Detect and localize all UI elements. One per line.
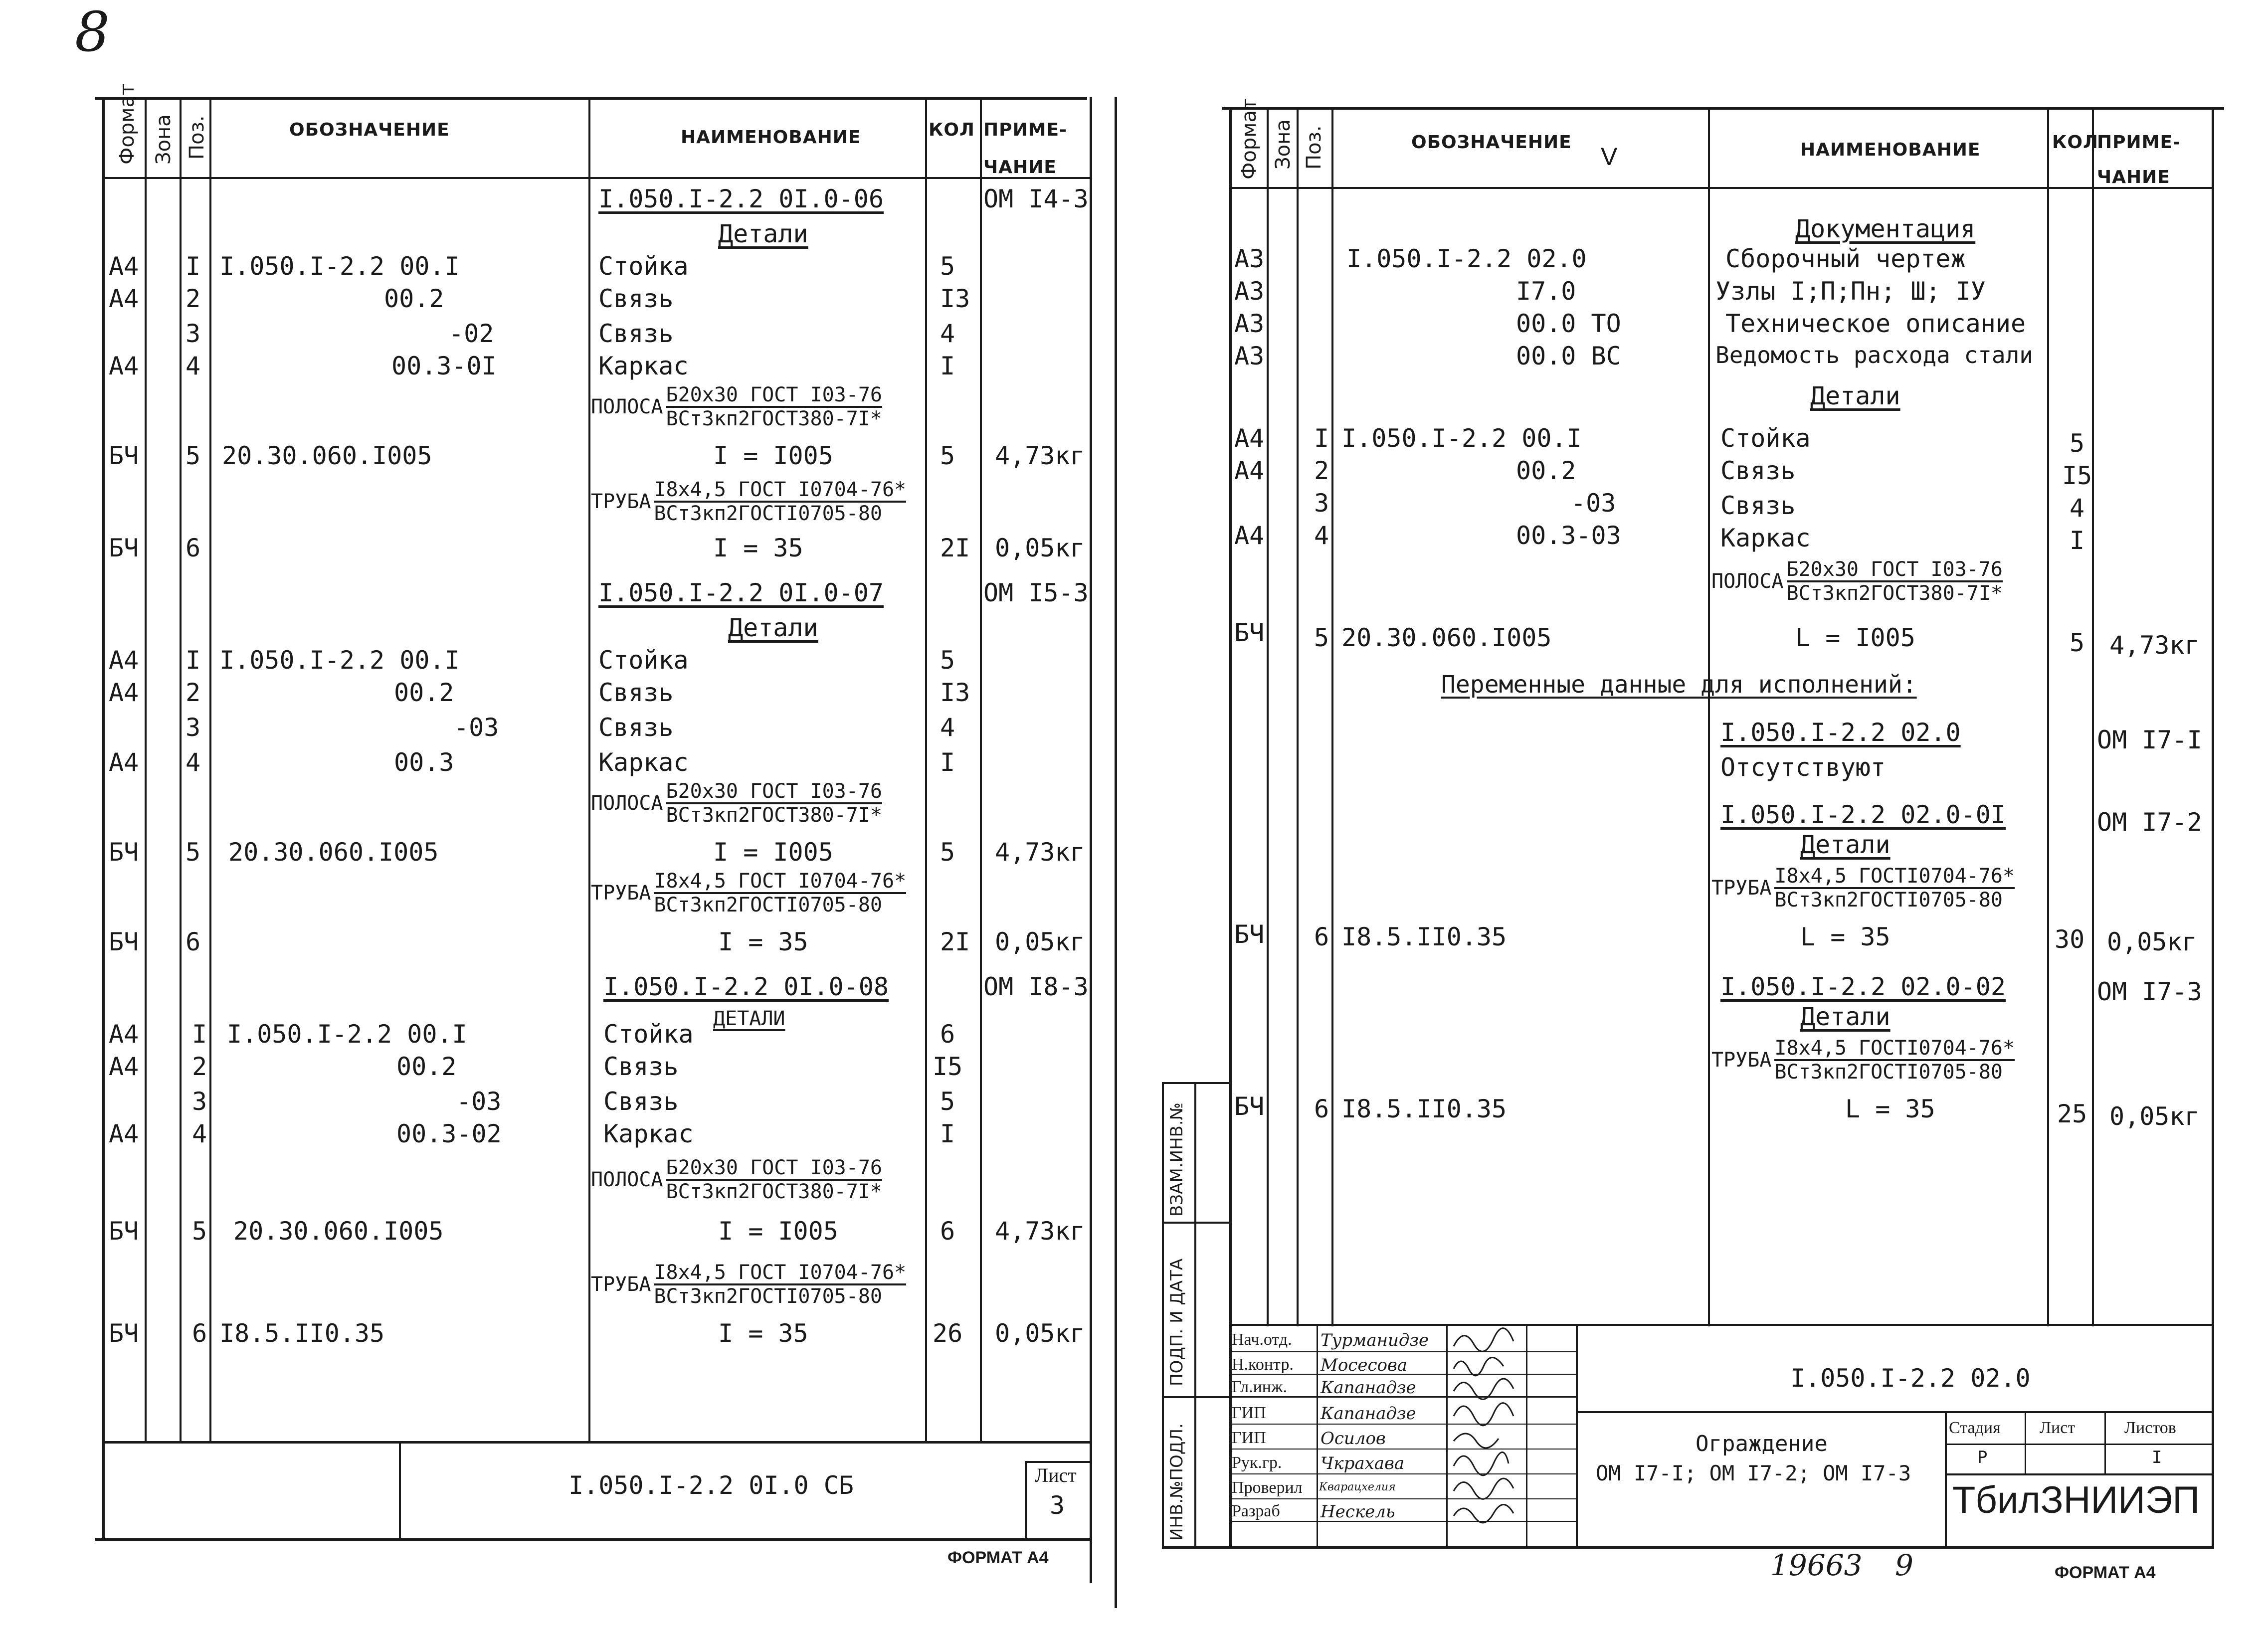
- cell-format: А3: [1234, 244, 1265, 273]
- truba-num: I8х4,5 ГОСТI0704-76*: [1774, 1037, 2015, 1061]
- truba-label: ТРУБА: [591, 490, 651, 513]
- polosa-spec: [591, 780, 882, 826]
- cell-designation: 00.0 ТО: [1516, 309, 1621, 338]
- cell-designation: I8.5.II0.35: [1341, 1094, 1507, 1123]
- header-pos: Поз.: [186, 115, 208, 160]
- cell-name: L = 35: [1845, 1094, 1935, 1123]
- role-label: Н.контр.: [1232, 1355, 1294, 1374]
- cell-designation: 00.2: [396, 1052, 457, 1081]
- header-note-1: ПРИМЕ-: [2097, 132, 2181, 153]
- side-label: ВЗАМ.ИНВ.№: [1167, 1102, 1187, 1217]
- cell-pos: 3: [186, 319, 201, 348]
- cell-format: А4: [109, 1119, 139, 1148]
- cell-name: Связь: [598, 678, 674, 707]
- cell-designation: I.050.I-2.2 02.0: [1346, 244, 1587, 273]
- cell-pos: I: [192, 1020, 207, 1049]
- header-pos: Поз.: [1303, 125, 1325, 170]
- polosa-num: Б20х30 ГОСТ I03-76: [666, 384, 882, 408]
- cell-name: I = I005: [718, 1217, 838, 1246]
- cell-designation: -03: [1571, 489, 1616, 518]
- cell-name: Связь: [603, 1052, 679, 1081]
- truba-spec: [591, 479, 906, 525]
- details-heading: Детали: [1800, 1002, 1890, 1031]
- cell-designation: 20.30.060.I005: [228, 838, 439, 867]
- sheets-value: I: [2152, 1448, 2162, 1467]
- polosa-den: ВСт3кп2ГОСТ380-7I*: [666, 407, 882, 430]
- cell-name: Каркас: [598, 352, 689, 380]
- header-format: Формат: [116, 83, 139, 165]
- truba-spec: [1711, 1037, 2015, 1083]
- side-label: ПОДП. И ДАТА: [1167, 1258, 1187, 1386]
- cell-pos: 5: [186, 838, 201, 867]
- cell-designation: -03: [456, 1087, 502, 1116]
- truba-spec: [591, 1262, 906, 1307]
- cell-qty: I: [940, 352, 955, 380]
- title-block-code: I.050.I-2.2 02.0: [1790, 1364, 2031, 1393]
- side-label: ИНВ.№ПОДЛ.: [1167, 1423, 1187, 1541]
- cell-name: Связь: [603, 1087, 679, 1116]
- cell-name: Связь: [1720, 456, 1796, 485]
- role-label: Нач.отд.: [1232, 1330, 1292, 1349]
- cell-designation: 00.3: [394, 748, 454, 777]
- cell-qty: I: [2070, 526, 2085, 555]
- cell-name: L = 35: [1800, 922, 1890, 951]
- polosa-spec: [591, 1157, 882, 1203]
- cell-name: Связь: [1720, 491, 1796, 520]
- cell-qty: 2I: [940, 534, 970, 562]
- cell-qty: I: [940, 1119, 955, 1148]
- cell-pos: 2: [186, 678, 201, 707]
- cell-qty: 5: [940, 252, 955, 281]
- truba-spec: [1711, 865, 2015, 911]
- header-note-1: ПРИМЕ-: [983, 120, 1067, 140]
- cell-note: 4,73кг: [995, 838, 1085, 867]
- format-note: ФОРМАТ А4: [947, 1548, 1049, 1567]
- role-label: Рук.гр.: [1232, 1453, 1282, 1472]
- cell-qty: 6: [940, 1020, 955, 1049]
- cell-pos: 2: [186, 284, 201, 313]
- cell-format: А4: [109, 352, 139, 380]
- variant-note: ОМ I7-2: [2097, 808, 2202, 837]
- header-name: НАИМЕНОВАНИЕ: [1800, 140, 1981, 160]
- cell-format: А3: [1234, 342, 1265, 370]
- title-block-subtitle: ОМ I7-I; ОМ I7-2; ОМ I7-3: [1596, 1461, 1911, 1485]
- cell-designation: I8.5.II0.35: [219, 1319, 385, 1348]
- details-heading: Детали: [1800, 830, 1890, 859]
- cell-pos: 5: [1314, 623, 1329, 652]
- cell-designation: I.050.I-2.2 00.I: [219, 252, 460, 281]
- cell-qty: 5: [2070, 429, 2085, 458]
- cell-name: Стойка: [603, 1020, 694, 1049]
- header-zone: Зона: [152, 114, 175, 165]
- cell-designation: 20.30.060.I005: [222, 441, 432, 470]
- cell-pos: 4: [186, 352, 201, 380]
- footer-code: I.050.I-2.2 0I.0 СБ: [568, 1471, 854, 1500]
- cell-pos: 5: [186, 441, 201, 470]
- section-note: ОМ I4-3: [983, 184, 1089, 213]
- truba-label: ТРУБА: [591, 1273, 651, 1296]
- sheet-label: Лист: [2040, 1419, 2076, 1437]
- cell-name: Каркас: [603, 1119, 694, 1148]
- cell-format: БЧ: [1234, 1092, 1265, 1121]
- variant-text: Отсутствуют: [1720, 753, 1886, 782]
- cell-format: А4: [109, 678, 139, 707]
- polosa-spec: [1711, 558, 2003, 604]
- section-note: ОМ I5-3: [983, 578, 1089, 607]
- cell-format: БЧ: [109, 1319, 139, 1348]
- truba-spec: [591, 870, 906, 916]
- cell-note: 4,73кг: [995, 1217, 1085, 1246]
- cell-qty: I3: [940, 284, 970, 313]
- cell-format: А4: [1234, 521, 1265, 550]
- role-label: ГИП: [1232, 1429, 1266, 1447]
- cell-designation: 20.30.060.I005: [233, 1217, 444, 1246]
- sheet-mark: 8: [75, 0, 110, 64]
- section-title: I.050.I-2.2 0I.0-08: [603, 972, 889, 1001]
- cell-name: Связь: [598, 319, 674, 348]
- cell-designation: I.050.I-2.2 00.I: [219, 646, 460, 675]
- polosa-den: ВСт3кп2ГОСТ380-7I*: [666, 804, 882, 827]
- title-block-title: Ограждение: [1696, 1431, 1828, 1456]
- cell-name: I = I005: [713, 441, 833, 470]
- polosa-num: Б20х30 ГОСТ I03-76: [666, 780, 882, 804]
- cell-name: Каркас: [598, 748, 689, 777]
- polosa-label: ПОЛОСА: [591, 395, 663, 418]
- header-name: НАИМЕНОВАНИЕ: [681, 127, 861, 148]
- section-title: I.050.I-2.2 0I.0-07: [598, 578, 884, 607]
- cell-note: 0,05кг: [2107, 927, 2197, 956]
- header-designation: ОБОЗНАЧЕНИЕ: [289, 120, 450, 140]
- cell-qty: 5: [940, 1087, 955, 1116]
- cell-note: 0,05кг: [995, 534, 1085, 562]
- role-person: Мосесова: [1321, 1355, 1408, 1375]
- variant-title: I.050.I-2.2 02.0-0I: [1720, 800, 2006, 829]
- role-person: Осилов: [1321, 1429, 1386, 1449]
- cell-name: Стойка: [1720, 424, 1811, 453]
- format-note: ФОРМАТ А4: [2055, 1563, 2156, 1582]
- cell-pos: 6: [1314, 1094, 1329, 1123]
- cell-format: БЧ: [109, 927, 139, 956]
- cell-pos: I: [186, 252, 201, 281]
- truba-num: I8х4,5 ГОСТI0704-76*: [1774, 865, 2015, 889]
- truba-num: I8х4,5 ГОСТ I0704-76*: [654, 479, 906, 503]
- role-label: Гл.инж.: [1232, 1378, 1287, 1396]
- cell-pos: 6: [186, 534, 201, 562]
- polosa-den: ВСт3кп2ГОСТ380-7I*: [666, 1180, 882, 1203]
- cell-format: БЧ: [1234, 618, 1265, 647]
- cell-qty: 25: [2057, 1099, 2087, 1128]
- role-person: Капанадзе: [1321, 1378, 1416, 1398]
- variant-note: ОМ I7-I: [2097, 726, 2202, 754]
- variant-title: I.050.I-2.2 02.0-02: [1720, 972, 2006, 1001]
- polosa-label: ПОЛОСА: [591, 792, 663, 815]
- variant-title: I.050.I-2.2 02.0: [1720, 718, 1961, 747]
- cell-format: БЧ: [109, 838, 139, 867]
- truba-num: I8х4,5 ГОСТ I0704-76*: [654, 870, 906, 894]
- cell-pos: 2: [192, 1052, 207, 1081]
- cell-designation: 20.30.060.I005: [1341, 623, 1552, 652]
- cell-format: БЧ: [109, 534, 139, 562]
- header-format: Формат: [1238, 98, 1261, 180]
- truba-den: ВСт3кп2ГОСТI0705-80: [654, 894, 882, 916]
- details-heading: Детали: [728, 613, 818, 642]
- organization: ТбилЗНИИЭП: [1952, 1479, 2200, 1521]
- role-label: Разраб: [1232, 1502, 1280, 1520]
- cell-format: А4: [109, 748, 139, 777]
- cell-format: А4: [109, 646, 139, 675]
- cell-note: 0,05кг: [995, 1319, 1085, 1348]
- polosa-num: Б20х30 ГОСТ I03-76: [1787, 558, 2003, 582]
- details-heading: Детали: [1810, 381, 1900, 410]
- variable-heading: Переменные данные для исполнений:: [1441, 671, 1917, 699]
- cell-name: I = I005: [713, 838, 833, 867]
- cell-format: БЧ: [109, 441, 139, 470]
- polosa-label: ПОЛОСА: [1711, 570, 1784, 593]
- cell-qty: 5: [940, 646, 955, 675]
- cell-designation: 00.3-0I: [391, 352, 497, 380]
- cell-pos: 4: [1314, 521, 1329, 550]
- cell-format: А3: [1234, 309, 1265, 338]
- cell-designation: -03: [454, 713, 499, 742]
- cell-qty: 2I: [940, 927, 970, 956]
- stage-label: Стадия: [1949, 1419, 2001, 1437]
- cell-designation: I.050.I-2.2 00.I: [1341, 424, 1582, 453]
- header-note-2: ЧАНИЕ: [983, 157, 1057, 178]
- cell-format: А4: [109, 284, 139, 313]
- cell-qty: 30: [2055, 925, 2085, 954]
- cell-name: Стойка: [598, 646, 689, 675]
- variant-note: ОМ I7-3: [2097, 977, 2202, 1006]
- cell-pos: 6: [1314, 922, 1329, 951]
- cell-designation: 00.2: [394, 678, 454, 707]
- cell-format: А4: [109, 252, 139, 281]
- section-note: ОМ I8-3: [983, 972, 1089, 1001]
- cell-format: А4: [109, 1020, 139, 1049]
- cell-pos: I: [186, 646, 201, 675]
- truba-label: ТРУБА: [1711, 877, 1772, 900]
- role-person: Чкрахава: [1321, 1453, 1405, 1473]
- cell-name: L = I005: [1795, 623, 1915, 652]
- role-person: Нескель: [1321, 1502, 1395, 1522]
- cell-qty: I3: [940, 678, 970, 707]
- cell-designation: I8.5.II0.35: [1341, 922, 1507, 951]
- cell-qty: I5: [2062, 461, 2092, 490]
- cell-qty: 4: [940, 319, 955, 348]
- cell-format: А4: [1234, 456, 1265, 485]
- cell-designation: I.050.I-2.2 00.I: [227, 1020, 467, 1049]
- cell-pos: 3: [186, 713, 201, 742]
- cell-designation: 00.2: [384, 284, 444, 313]
- cell-designation: 00.3-03: [1516, 521, 1621, 550]
- cell-name: Стойка: [598, 252, 689, 281]
- cell-name: Сборочный чертеж: [1725, 244, 1966, 273]
- details-heading: Детали: [718, 219, 808, 248]
- hand-page: 9: [1895, 1548, 1913, 1582]
- stage-value: Р: [1977, 1448, 1988, 1467]
- header-note-2: ЧАНИЕ: [2097, 167, 2170, 187]
- doc-heading: Документация: [1795, 214, 1976, 243]
- cell-qty: 4: [940, 713, 955, 742]
- sheet-label: Лист: [1035, 1464, 1077, 1486]
- cell-qty: 4: [2070, 494, 2085, 523]
- cell-note: 0,05кг: [2109, 1102, 2200, 1131]
- cell-name: I = 35: [718, 1319, 808, 1348]
- cell-format: БЧ: [109, 1217, 139, 1246]
- truba-den: ВСт3кп2ГОСТI0705-80: [1774, 1061, 2003, 1084]
- truba-num: I8х4,5 ГОСТ I0704-76*: [654, 1262, 906, 1285]
- cell-qty: I: [940, 748, 955, 777]
- signatures: [1449, 1326, 1523, 1546]
- header-designation: ОБОЗНАЧЕНИЕ: [1411, 132, 1572, 153]
- polosa-num: Б20х30 ГОСТ I03-76: [666, 1157, 882, 1181]
- cell-pos: 5: [192, 1217, 207, 1246]
- polosa-spec: [591, 384, 882, 430]
- cell-note: 0,05кг: [995, 927, 1085, 956]
- truba-den: ВСт3кп2ГОСТI0705-80: [654, 1285, 882, 1308]
- cell-format: А4: [109, 1052, 139, 1081]
- sheets-label: Листов: [2124, 1419, 2176, 1437]
- cell-qty: 5: [2070, 628, 2085, 657]
- polosa-label: ПОЛОСА: [591, 1168, 663, 1191]
- cell-pos: 6: [192, 1319, 207, 1348]
- cell-pos: 2: [1314, 456, 1329, 485]
- header-zone: Зона: [1272, 119, 1295, 170]
- cell-pos: 6: [186, 927, 201, 956]
- cell-qty: I5: [933, 1052, 963, 1081]
- polosa-den: ВСт3кп2ГОСТ380-7I*: [1786, 582, 2003, 605]
- cell-name: Узлы I;П;Пн; Ш; IУ: [1715, 277, 1986, 306]
- cell-designation: 00.0 ВС: [1516, 342, 1621, 370]
- cell-pos: 4: [192, 1119, 207, 1148]
- cell-format: А3: [1234, 277, 1265, 306]
- cell-qty: 6: [940, 1217, 955, 1246]
- truba-label: ТРУБА: [1711, 1049, 1772, 1072]
- cell-pos: 3: [1314, 489, 1329, 518]
- cell-qty: 26: [933, 1319, 963, 1348]
- cell-designation: I7.0: [1516, 277, 1576, 306]
- cell-name: Связь: [598, 284, 674, 313]
- cell-note: 4,73кг: [995, 441, 1085, 470]
- head-mark: V: [1601, 143, 1618, 171]
- cell-format: БЧ: [1234, 920, 1265, 949]
- cell-qty: 5: [940, 838, 955, 867]
- header-qty: КОЛ: [2052, 132, 2098, 153]
- cell-note: 4,73кг: [2109, 631, 2200, 660]
- center-divider: [1115, 97, 1117, 1608]
- truba-label: ТРУБА: [591, 882, 651, 905]
- cell-designation: 00.2: [1516, 456, 1576, 485]
- hand-number: 19663: [1770, 1548, 1863, 1582]
- section-title: I.050.I-2.2 0I.0-06: [598, 184, 884, 213]
- cell-name: I = 35: [718, 927, 808, 956]
- cell-pos: 3: [192, 1087, 207, 1116]
- cell-name: Ведомость расхода стали: [1715, 342, 2033, 368]
- cell-name: Техническое описание: [1725, 309, 2026, 338]
- role-person: Кварацхелия: [1319, 1481, 1396, 1493]
- truba-den: ВСт3кп2ГОСТI0705-80: [1774, 889, 2003, 911]
- cell-qty: 5: [940, 441, 955, 470]
- role-label: Проверил: [1232, 1478, 1303, 1497]
- cell-designation: 00.3-02: [396, 1119, 502, 1148]
- cell-pos: I: [1314, 424, 1329, 453]
- cell-name: Каркас: [1720, 524, 1811, 552]
- cell-format: А4: [1234, 424, 1265, 453]
- header-qty: КОЛ: [929, 120, 975, 140]
- cell-pos: 4: [186, 748, 201, 777]
- role-person: Турманидзе: [1321, 1330, 1429, 1350]
- cell-name: I = 35: [713, 534, 803, 562]
- details-heading: ДЕТАЛИ: [713, 1007, 785, 1030]
- cell-name: Связь: [598, 713, 674, 742]
- role-person: Капанадзе: [1321, 1404, 1416, 1424]
- sheet-number: 3: [1050, 1491, 1065, 1520]
- cell-designation: -02: [449, 319, 494, 348]
- role-label: ГИП: [1232, 1404, 1266, 1422]
- truba-den: ВСт3кп2ГОСТI0705-80: [654, 502, 882, 525]
